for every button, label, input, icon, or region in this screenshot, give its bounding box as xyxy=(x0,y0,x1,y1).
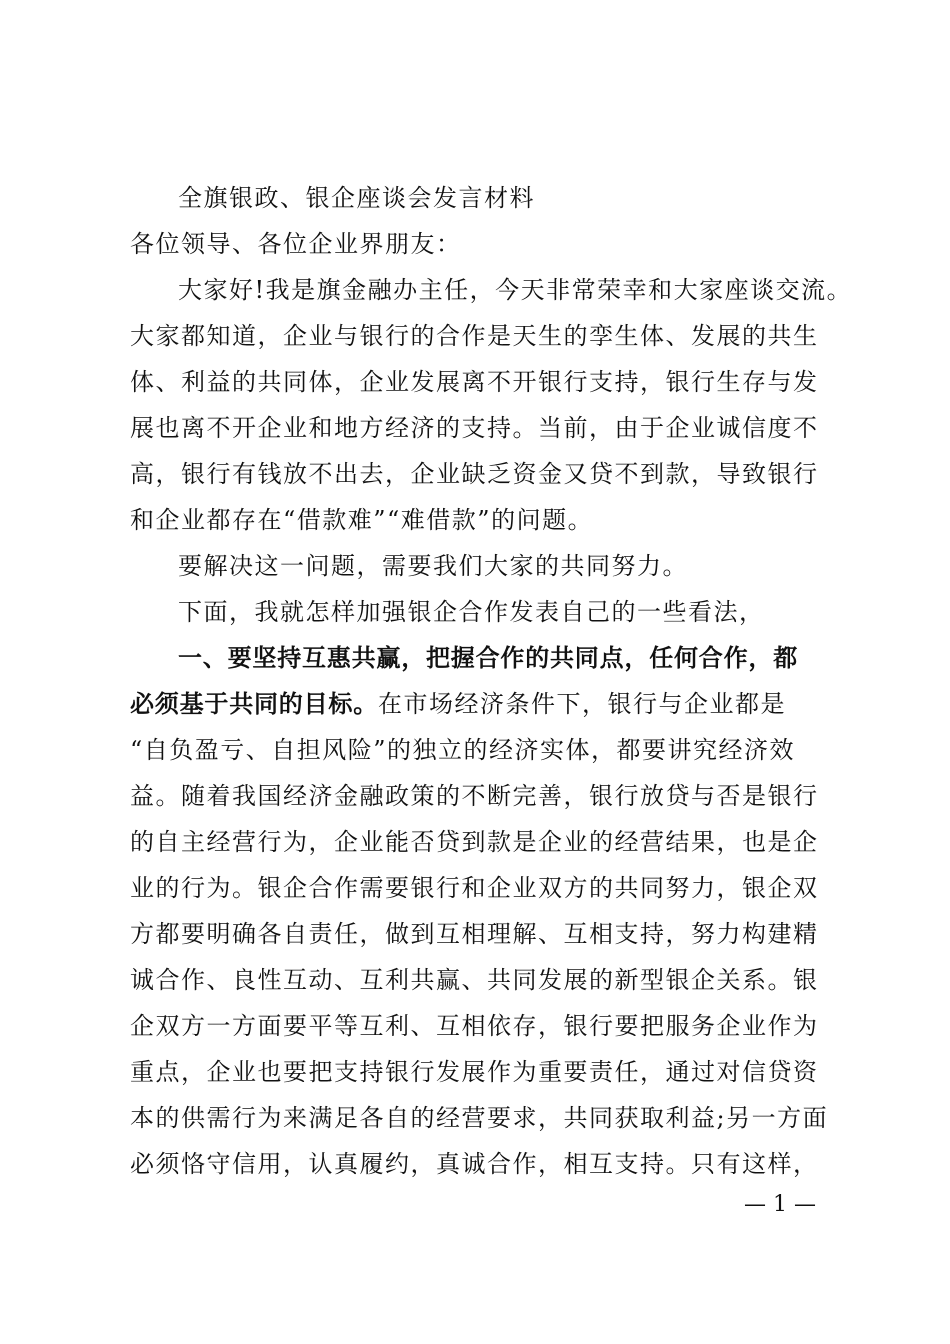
paragraph-line: 的自主经营行为，企业能否贷到款是企业的经营结果，也是企 xyxy=(130,828,819,856)
section-body-start: 在市场经济条件下，银行与企业都是 xyxy=(378,690,786,718)
paragraph-line: 大家好!我是旗金融办主任，今天非常荣幸和大家座谈交流。 xyxy=(178,276,853,304)
paragraph-line: 体、利益的共同体，企业发展离不开银行支持，银行生存与发 xyxy=(130,368,819,396)
section-heading-bold-part: 必须基于共同的目标。 xyxy=(130,690,378,718)
paragraph-line: 下面，我就怎样加强银企合作发表自己的一些看法， xyxy=(178,598,765,626)
salutation: 各位领导、各位企业界朋友： xyxy=(130,230,462,258)
section-heading-continuation xyxy=(130,689,786,719)
document-title: 全旗银政、银企座谈会发言材料 xyxy=(178,184,535,212)
paragraph-line: 和企业都存在“借款难”“难借款”的问题。 xyxy=(130,506,594,534)
paragraph-line: 要解决这一问题，需要我们大家的共同努力。 xyxy=(178,552,688,580)
paragraph-line: 企双方一方面要平等互利、互相依存，银行要把服务企业作为 xyxy=(130,1012,819,1040)
paragraph-line: 本的供需行为来满足各自的经营要求，共同获取利益;另一方面 xyxy=(130,1104,829,1132)
paragraph-line: 重点，企业也要把支持银行发展作为重要责任，通过对信贷资 xyxy=(130,1058,819,1086)
paragraph-line: 大家都知道，企业与银行的合作是天生的孪生体、发展的共生 xyxy=(130,322,819,350)
paragraph-line: 益。随着我国经济金融政策的不断完善，银行放贷与否是银行 xyxy=(130,782,819,810)
paragraph-line: 必须恪守信用，认真履约，真诚合作，相互支持。只有这样， xyxy=(130,1150,819,1178)
page-number: — 1 — xyxy=(744,1192,816,1217)
paragraph-line: “自负盈亏、自担风险”的独立的经济实体，都要讲究经济效 xyxy=(130,736,796,764)
section-heading: 一、要坚持互惠共赢，把握合作的共同点，任何合作，都 xyxy=(178,644,798,672)
paragraph-line: 高，银行有钱放不出去，企业缺乏资金又贷不到款，导致银行 xyxy=(130,460,819,488)
paragraph-line: 业的行为。银企合作需要银行和企业双方的共同努力，银企双 xyxy=(130,874,819,902)
paragraph-line: 展也离不开企业和地方经济的支持。当前，由于企业诚信度不 xyxy=(130,414,819,442)
paragraph-line: 方都要明确各自责任，做到互相理解、互相支持，努力构建精 xyxy=(130,920,819,948)
paragraph-line: 诚合作、良性互动、互利共赢、共同发展的新型银企关系。银 xyxy=(130,966,819,994)
